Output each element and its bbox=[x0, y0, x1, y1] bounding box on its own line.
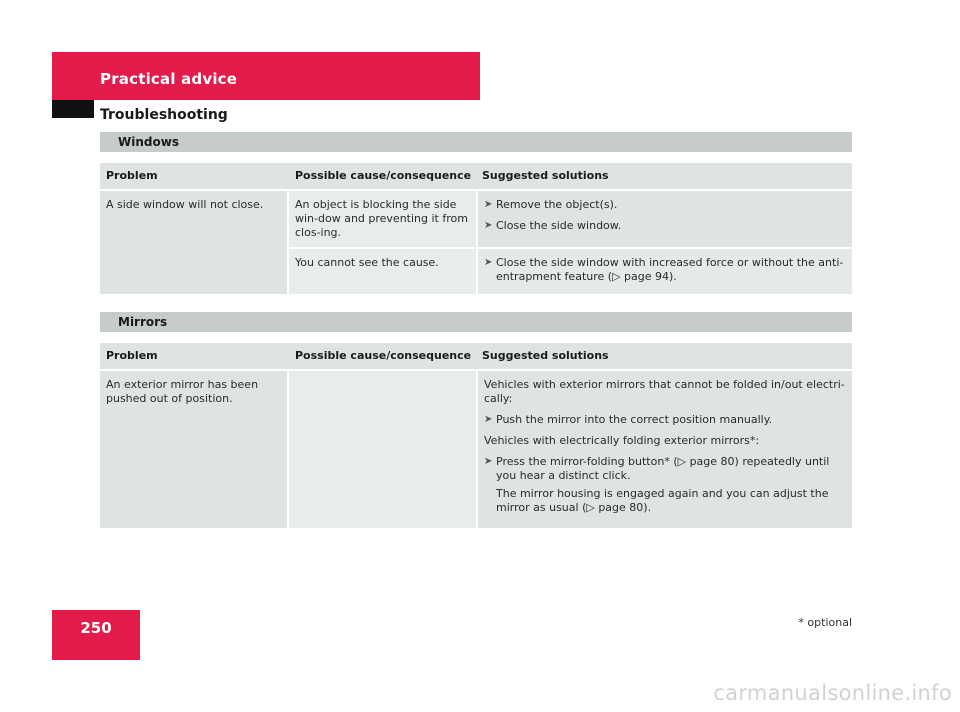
arrow-right-icon: ➤ bbox=[484, 220, 493, 231]
windows-cause-text-1: An object is blocking the side win-dow and preventing it from clos-ing. bbox=[295, 198, 468, 239]
arrow-right-icon: ➤ bbox=[484, 257, 493, 268]
mirrors-para-2: Vehicles with electrically folding exterior mirrors*: bbox=[484, 434, 760, 447]
mirrors-para-1: Vehicles with exterior mirrors that cannot be folded in/out electri-cally: bbox=[484, 378, 845, 405]
page-number: 250 bbox=[80, 619, 112, 637]
list-item: ➤ Close the side window with increased force or without the anti-entrapment feature (▷ page 94). bbox=[484, 256, 844, 283]
mirrors-solution-cell bbox=[478, 371, 852, 528]
list-item: ➤ Push the mirror into the correct position manually. bbox=[484, 413, 773, 426]
arrow-right-icon: ➤ bbox=[484, 414, 493, 425]
windows-table-body bbox=[100, 191, 852, 294]
mirrors-cause-cell bbox=[289, 371, 476, 528]
windows-cause-text-2: You cannot see the cause. bbox=[295, 256, 439, 269]
chapter-title: Practical advice bbox=[100, 70, 238, 88]
windows-column-headers bbox=[100, 163, 852, 189]
arrow-right-icon: ➤ bbox=[484, 199, 493, 210]
section-title: Troubleshooting bbox=[100, 107, 228, 123]
mirrors-problem-text: An exterior mirror has been pushed out of position. bbox=[106, 378, 259, 405]
windows-block-title: Windows bbox=[100, 132, 852, 152]
mirrors-step-note: The mirror housing is engaged again and you can adjust the mirror as usual (▷ page 80). bbox=[496, 487, 829, 514]
mirrors-table-body bbox=[100, 371, 852, 528]
col-cause: Possible cause/consequence bbox=[295, 349, 472, 362]
col-problem: Problem bbox=[106, 169, 158, 182]
watermark: carmanualsonline.info bbox=[713, 681, 952, 705]
windows-problem-text: A side window will not close. bbox=[106, 198, 264, 211]
windows-solution-cell-2 bbox=[478, 249, 852, 294]
windows-cause-cell-1 bbox=[289, 191, 476, 247]
windows-cause-cell-2 bbox=[289, 249, 476, 294]
list-item: ➤ Remove the object(s). bbox=[484, 198, 618, 211]
section-tab-marker bbox=[52, 100, 94, 118]
mirrors-problem-cell bbox=[100, 371, 287, 528]
mirrors-column-headers bbox=[100, 343, 852, 369]
list-item: ➤ Close the side window. bbox=[484, 219, 622, 232]
mirrors-block-title: Mirrors bbox=[100, 312, 852, 332]
col-cause: Possible cause/consequence bbox=[295, 169, 472, 182]
arrow-right-icon: ➤ bbox=[484, 456, 493, 467]
list-item: ➤ Press the mirror-folding button* (▷ page 80) repeatedly until you hear a distinct click. The mirror housing is engaged again and you can adjust the mirror as usual (▷ page 80). bbox=[484, 455, 846, 515]
col-solutions: Suggested solutions bbox=[482, 349, 609, 362]
col-problem: Problem bbox=[106, 349, 158, 362]
col-solutions: Suggested solutions bbox=[482, 169, 609, 182]
windows-solution-cell-1 bbox=[478, 191, 852, 247]
windows-problem-cell bbox=[100, 191, 287, 294]
footnote: * optional bbox=[798, 616, 852, 629]
